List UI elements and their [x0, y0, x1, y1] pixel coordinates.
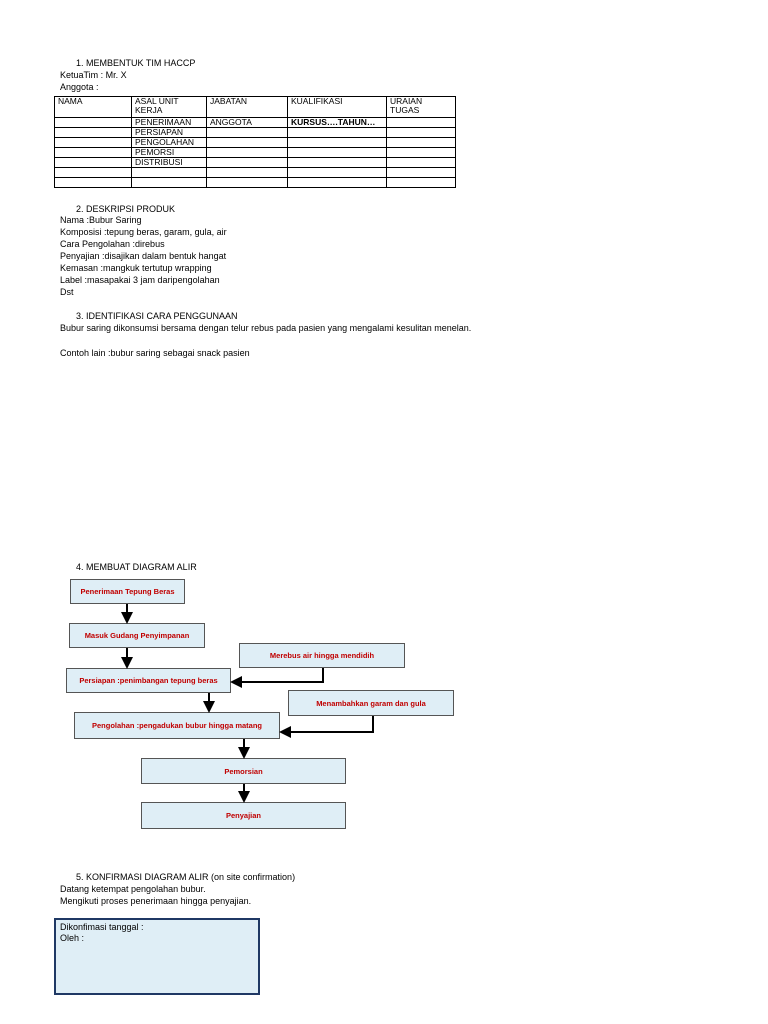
usage-text: Bubur saring dikonsumsi bersama dengan telur rebus pada pasien yang mengalami kesulitan menelan. — [60, 323, 472, 333]
flow-box-pengolahan: Pengolahan :pengadukan bubur hingga matang — [74, 712, 280, 739]
table-cell: DISTRIBUSI — [132, 158, 207, 168]
table-cell: ANGGOTA — [207, 118, 288, 128]
confirmation-box — [54, 918, 260, 995]
description-line: Komposisi :tepung beras, garam, gula, air — [60, 227, 227, 237]
description-line: Cara Pengolahan :direbus — [60, 239, 165, 249]
table-cell: PENERIMAAN — [132, 118, 207, 128]
flow-box-pemorsian: Pemorsian — [141, 758, 346, 784]
section1-heading: 1. MEMBENTUK TIM HACCP — [76, 58, 196, 68]
description-line: Dst — [60, 287, 74, 297]
flow-box-gudang: Masuk Gudang Penyimpanan — [69, 623, 205, 648]
description-line: Penyajian :disajikan dalam bentuk hangat — [60, 251, 227, 261]
table-cell: KURSUS….TAHUN… — [288, 118, 387, 128]
table-header-cell: JABATAN — [207, 97, 288, 118]
section2-heading: 2. DESKRIPSI PRODUK — [76, 204, 176, 214]
section5-heading: 5. KONFIRMASI DIAGRAM ALIR (on site confirmation) — [76, 872, 296, 882]
description-line: Nama :Bubur Saring — [60, 215, 142, 225]
table-cell: PEMORSI — [132, 148, 207, 158]
table-header-cell: KUALIFIKASI — [288, 97, 387, 118]
ketua-tim: KetuaTim : Mr. X — [60, 70, 127, 80]
flow-box-merebus: Merebus air hingga mendidih — [239, 643, 405, 668]
arrow-menambahkan-pengolahan — [285, 716, 373, 732]
arrow-merebus-persiapan — [236, 668, 323, 682]
flow-box-menambahkan: Menambahkan garam dan gula — [288, 690, 454, 716]
table-header-cell: NAMA — [55, 97, 132, 118]
confirm-text-2: Mengikuti proses penerimaan hingga penyajian. — [60, 896, 252, 906]
table-cell: PENGOLAHAN — [132, 138, 207, 148]
flow-box-penerimaan: Penerimaan Tepung Beras — [70, 579, 185, 604]
confirm-by-label: Oleh : — [60, 933, 85, 943]
description-line: Label :masapakai 3 jam daripengolahan — [60, 275, 220, 285]
table-cell: PERSIAPAN — [132, 128, 207, 138]
table-header-cell: URAIAN TUGAS — [387, 97, 456, 118]
confirm-date-label: Dikonfimasi tanggal : — [60, 922, 144, 932]
flow-box-persiapan: Persiapan :penimbangan tepung beras — [66, 668, 231, 693]
confirm-text-1: Datang ketempat pengolahan bubur. — [60, 884, 206, 894]
table-header-cell: ASAL UNIT KERJA — [132, 97, 207, 118]
usage-example: Contoh lain :bubur saring sebagai snack pasien — [60, 348, 250, 358]
description-line: Kemasan :mangkuk tertutup wrapping — [60, 263, 212, 273]
anggota-label: Anggota : — [60, 82, 99, 92]
section3-heading: 3. IDENTIFIKASI CARA PENGGUNAAN — [76, 311, 238, 321]
flow-box-penyajian: Penyajian — [141, 802, 346, 829]
section4-heading: 4. MEMBUAT DIAGRAM ALIR — [76, 562, 197, 572]
